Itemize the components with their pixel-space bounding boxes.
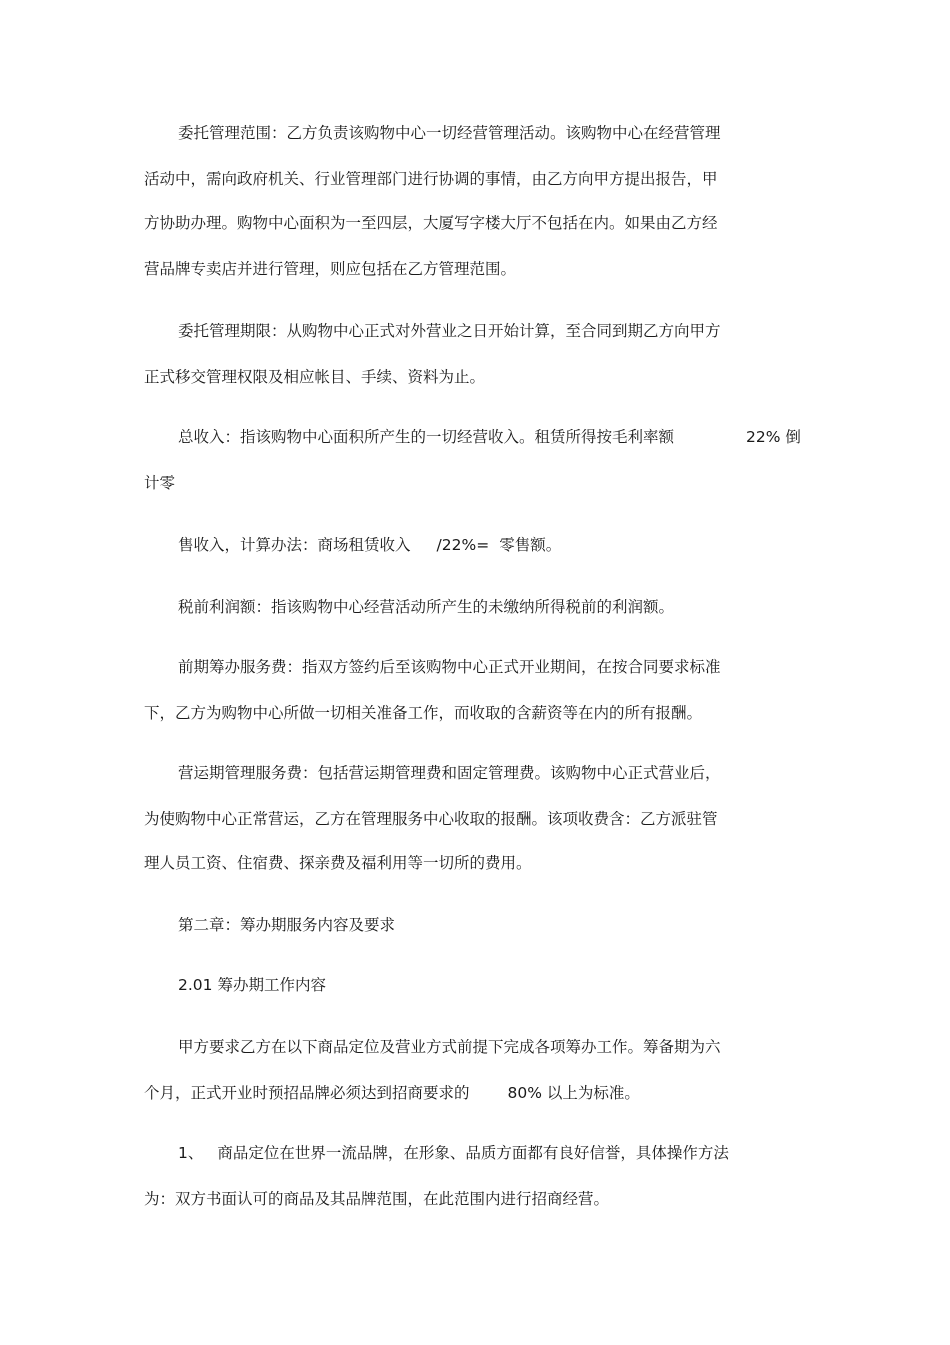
text-line: 委托管理范围：乙方负责该购物中心一切经营管理活动。该购物中心在经营管理: [178, 124, 721, 142]
text-line: 下，乙方为购物中心所做一切相关准备工作，而收取的含薪资等在内的所有报酬。: [144, 704, 703, 722]
text-line: 前期筹办服务费：指双方签约后至该购物中心正式开业期间，在按合同要求标准: [178, 658, 721, 676]
text-line: 计零: [144, 474, 176, 492]
list-item: [178, 1142, 729, 1164]
text-line: 理人员工资、住宿费、探亲费及福利用等一切所的费用。: [144, 854, 532, 872]
text-line: 营品牌专卖店并进行管理，则应包括在乙方管理范围。: [144, 260, 517, 278]
text-segment: 售收入，计算办法：商场租赁收入: [178, 536, 411, 554]
text-line: 税前利润额：指该购物中心经营活动所产生的未缴纳所得税前的利润额。: [178, 598, 675, 616]
text-line: 甲方要求乙方在以下商品定位及营业方式前提下完成各项筹办工作。筹备期为六: [178, 1038, 721, 1056]
text-segment: 零售额。: [499, 536, 562, 554]
text-line: 方协助办理。购物中心面积为一至四层，大厦写字楼大厅不包括在内。如果由乙方经: [144, 214, 718, 232]
text-line: [144, 1082, 640, 1104]
text-line: 活动中，需向政府机关、行业管理部门进行协调的事情，由乙方向甲方提出报告，甲: [144, 170, 718, 188]
list-number: 1、: [178, 1144, 204, 1162]
text-segment: 个月，正式开业时预招品牌必须达到招商要求的: [144, 1084, 470, 1102]
text-line: [178, 534, 561, 556]
text-segment: 商品定位在世界一流品牌，在形象、品质方面都有良好信誉，具体操作方法: [217, 1144, 729, 1162]
section-heading: 2.01 筹办期工作内容: [178, 976, 326, 994]
text-line: 为：双方书面认可的商品及其品牌范围，在此范围内进行招商经营。: [144, 1190, 610, 1208]
text-line: 为使购物中心正常营运，乙方在管理服务中心收取的报酬。该项收费含：乙方派驻管: [144, 810, 718, 828]
text-line: 营运期管理服务费：包括营运期管理费和固定管理费。该购物中心正式营业后，: [178, 764, 721, 782]
text-segment: 80% 以上为标准。: [507, 1084, 640, 1102]
text-line: 总收入：指该购物中心面积所产生的一切经营收入。租赁所得按毛利率额: [178, 428, 675, 446]
chapter-heading: 第二章：筹办期服务内容及要求: [178, 916, 396, 934]
text-segment: /22%=: [436, 536, 490, 554]
text-line: 委托管理期限：从购物中心正式对外营业之日开始计算，至合同到期乙方向甲方: [178, 322, 721, 340]
text-line: 正式移交管理权限及相应帐目、手续、资料为止。: [144, 368, 486, 386]
text-line: 22% 倒: [746, 428, 801, 446]
